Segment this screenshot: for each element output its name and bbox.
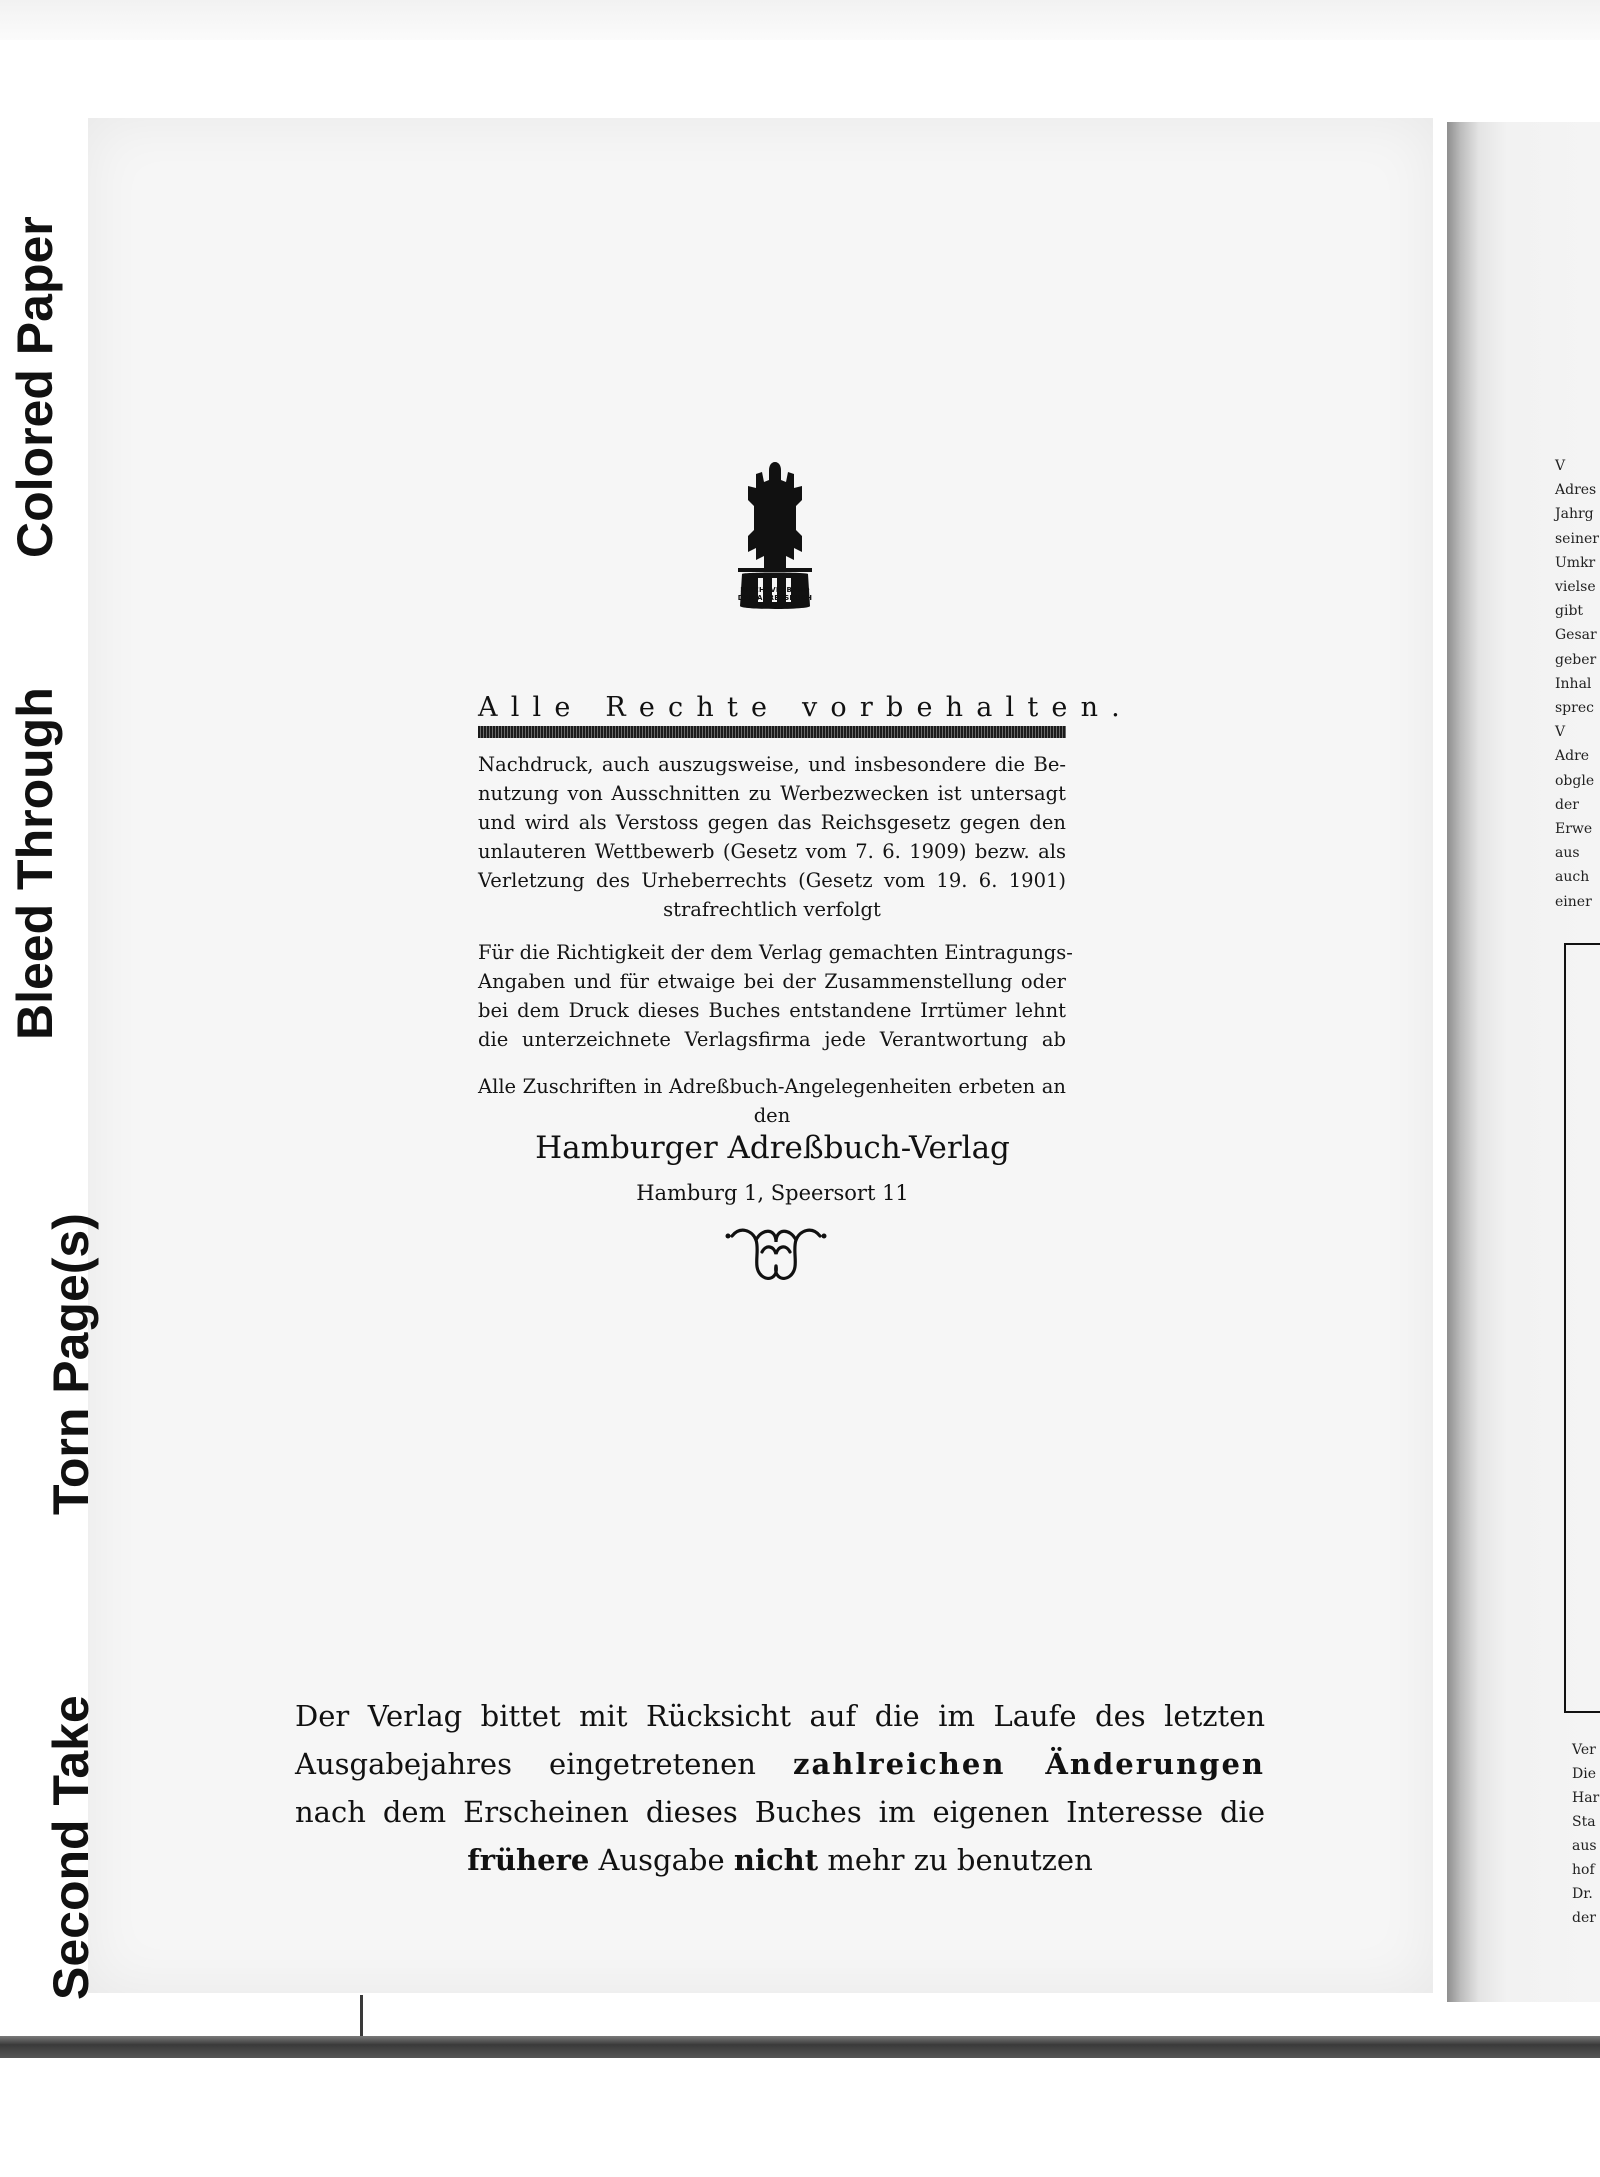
scan-bottom-edge (0, 2036, 1600, 2058)
liability-notice (478, 938, 1073, 1054)
text-segment: Ausgabe (598, 1843, 725, 1877)
adjacent-page-fragment: aus (1572, 1838, 1597, 1854)
adjacent-page-fragment: Umkr (1555, 554, 1596, 571)
reprint-notice (478, 750, 1066, 924)
text-line: bei dem Druck dieses Buches entstandene Irrtümer lehnt (478, 999, 1066, 1022)
text-line: strafrechtlich verfolgt (663, 898, 881, 921)
text-line (295, 1740, 1265, 1788)
adjacent-page-upper-text (1555, 454, 1600, 914)
adjacent-page-fragment: Sta (1572, 1814, 1596, 1830)
adjacent-page-fragment: Gesar (1555, 627, 1597, 644)
adjacent-page-fragment: gibt (1555, 603, 1584, 620)
adjacent-page-fragment: Ver (1572, 1742, 1596, 1758)
adjacent-page-fragment: Adre (1555, 748, 1590, 765)
text-line: nach dem Erscheinen dieses Buches im eigenen Interesse die (295, 1795, 1265, 1829)
side-label-second-take: Second Take (43, 1695, 99, 2000)
emblem-caption-line: REICHSVERBAND (740, 586, 810, 594)
adjacent-page-fragment: der (1555, 796, 1579, 813)
adjacent-page-fragment: vielse (1555, 579, 1596, 596)
text-line: Der Verlag bittet mit Rücksicht auf die im Laufe des letzten (295, 1699, 1265, 1733)
adjacent-page-fragment: Jahrg (1555, 506, 1594, 523)
text-line: Angaben und für etwaige bei der Zusammenstellung oder (478, 970, 1066, 993)
scan-top-shade (0, 0, 1600, 40)
side-label-bleed-through: Bleed Through (7, 687, 63, 1040)
text-line: die unterzeichnete Verlagsfirma jede Verantwortung ab (478, 1028, 1066, 1051)
text-line: Für die Richtigkeit der dem Verlag gemachten Eintragungs- (478, 941, 1073, 964)
adjacent-page-fragment: auch (1555, 869, 1590, 886)
publisher-address: Hamburg 1, Speersort 11 (636, 1181, 909, 1205)
emphasis-text: frühere (467, 1843, 590, 1877)
emblem-caption-line: DER ADRESSBUCH (737, 594, 813, 602)
text-line: Alle Zuschriften in Adreßbuch-Angelegenheiten erbeten an (478, 1075, 1066, 1098)
emblem-caption (712, 586, 838, 610)
adjacent-page-fragment: Inhal (1555, 675, 1592, 692)
side-label-colored-paper: Colored Paper (7, 216, 63, 558)
adjacent-page-fragment: Dr. (1572, 1886, 1593, 1902)
adjacent-page-fragment: Erwe (1555, 821, 1593, 838)
adjacent-page-fragment: hof (1572, 1862, 1595, 1878)
adjacent-page-fragment: Har (1572, 1790, 1600, 1806)
text-line: den (753, 1104, 791, 1127)
text-segment: mehr zu benutzen (827, 1843, 1093, 1877)
edition-notice (295, 1692, 1265, 1884)
adjacent-page-fragment: Adres (1555, 482, 1597, 499)
text-line: Nachdruck, auch auszugsweise, und insbesondere die Be- (478, 753, 1066, 776)
adjacent-page-fragment: geber (1555, 651, 1597, 668)
text-line (295, 1836, 1265, 1884)
text-line: nutzung von Ausschnitten zu Werbezwecken ist untersagt (478, 782, 1066, 805)
heading-rule (478, 726, 1066, 738)
adjacent-page-fragment: Die (1572, 1766, 1596, 1782)
adjacent-page-fragment: seiner (1555, 530, 1599, 547)
emphasis-text: zahlreichen Änderungen (793, 1747, 1265, 1781)
adjacent-page-fragment: V (1555, 724, 1566, 741)
text-line: unlauteren Wettbewerb (Gesetz vom 7. 6. 1909) bezw. als (478, 840, 1066, 863)
decorative-ornament-icon (722, 1222, 830, 1286)
emphasis-text: nicht (733, 1843, 819, 1877)
scan-edge-mark (360, 1995, 363, 2036)
adjacent-page-fragment: der (1572, 1910, 1596, 1926)
emblem-caption-line: VERLEGER (753, 602, 797, 610)
adjacent-page-fragment: sprec (1555, 700, 1594, 717)
adjacent-page-box (1564, 943, 1600, 1713)
adjacent-page-lower-text (1572, 1738, 1600, 1930)
adjacent-page-fragment: V (1555, 458, 1566, 474)
text-segment: Ausgabejahres eingetretenen (295, 1747, 756, 1781)
side-label-torn-pages: Torn Page(s) (43, 1213, 99, 1515)
publisher-name: Hamburger Adreßbuch-Verlag (535, 1130, 1010, 1166)
text-line: Verletzung des Urheberrechts (Gesetz vom 19. 6. 1901) (478, 869, 1066, 892)
adjacent-page-fragment: aus (1555, 845, 1580, 862)
text-line: und wird als Verstoss gegen das Reichsgesetz gegen den (478, 811, 1066, 834)
rights-heading: Alle Rechte vorbehalten. (478, 692, 1133, 723)
adjacent-page-fragment: einer (1555, 893, 1592, 910)
adjacent-page-fragment: obgle (1555, 772, 1595, 789)
correspondence-notice (478, 1072, 1066, 1130)
